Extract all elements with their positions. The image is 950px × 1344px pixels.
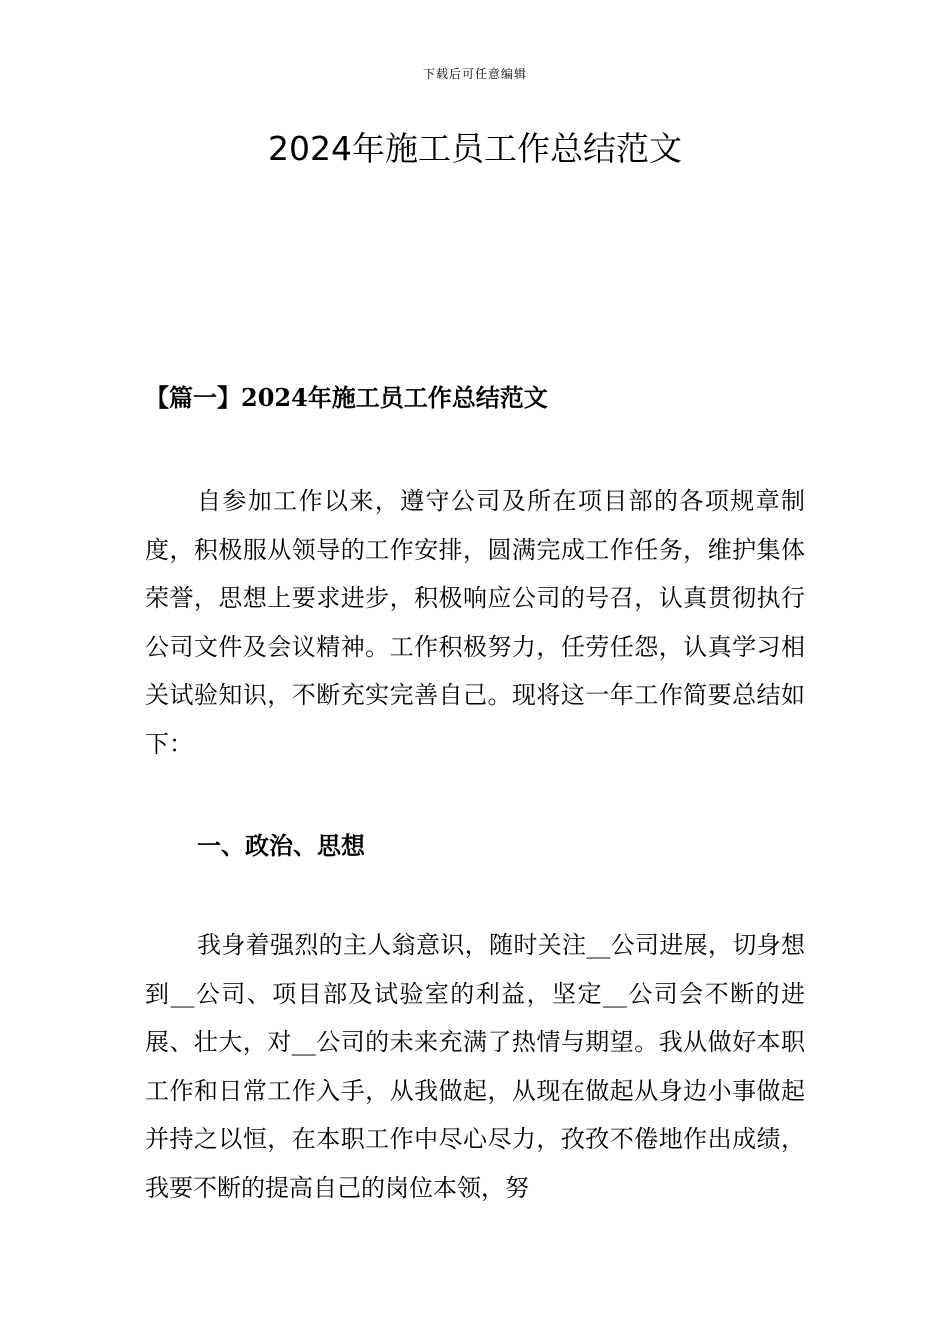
body-paragraph-intro: 自参加工作以来，遵守公司及所在项目部的各项规章制度，积极服从领导的工作安排，圆满完成工作任务，维护集体荣誉，思想上要求进步，积极响应公司的号召，认真贯彻执行公司文件及会议精神。工作积极努力，任劳任怨，认真学习相关试验知识，不断充实完善自己。现将这一年工作简要总结如下： <box>145 487 805 758</box>
subheading-politics-thought: 一、政治、思想 <box>197 831 365 860</box>
body-paragraph-politics: 我身着强烈的主人翁意识，随时关注__公司进展，切身想到__公司、项目部及试验室的利益，坚定__公司会不断的进展、壮大，对__公司的未来充满了热情与期望。我从做好本职工作和日常工作入手，从我做起，从现在做起从身边小事做起并持之以恒，在本职工作中尽心尽力，孜孜不倦地作出成绩，我要不断的提高自己的岗位本领，努 <box>145 931 805 1202</box>
document-title: 2024年施工员工作总结范文 <box>268 129 682 168</box>
section-heading: 【篇一】2024年施工员工作总结范文 <box>145 383 548 412</box>
header-note: 下载后可任意编辑 <box>422 67 527 81</box>
